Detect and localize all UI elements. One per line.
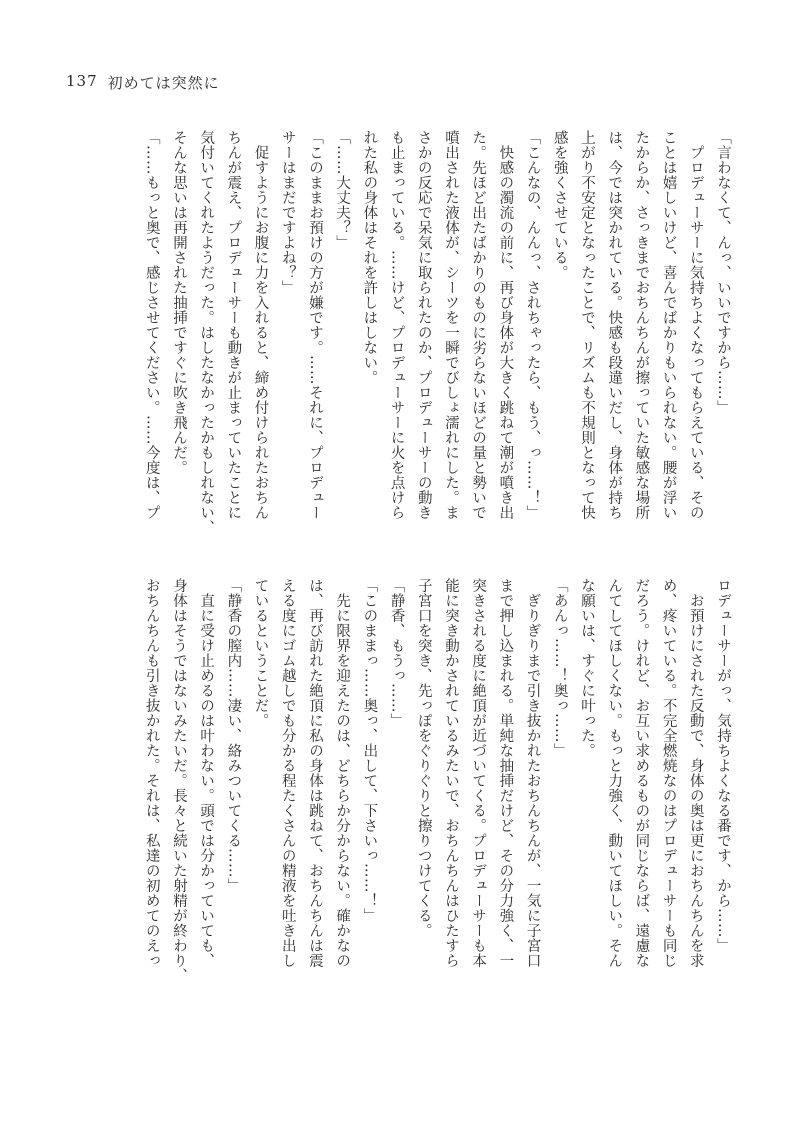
text-line: れた私の身体はそれを許しはしない。	[361, 130, 378, 385]
text-line: 身体はそうではないみたいだ。長々と続いた射精が終わり、	[170, 578, 187, 983]
text-line: 子宮口を突き、先っぽをぐりぐりと擦りつけてくる。	[415, 578, 432, 938]
text-line: 「……大丈夫？」	[334, 130, 351, 250]
text-line: ているということだ。	[252, 578, 269, 728]
text-line: ロデューサーがっ、気持ちよくなる番です、から……」	[715, 578, 731, 953]
text-line: 気付いてくれたようだった。はしたなかったかもしれない、	[198, 130, 215, 535]
text-line: だろう。けれど、お互い求めるものが同じならば、遠慮な	[633, 578, 650, 968]
text-line: 上がり不安定となったことで、リズムも不規則となって快	[578, 130, 595, 520]
text-line: ことは嬉しいけど、喜んでばかりもいられない。腰が浮い	[660, 130, 677, 520]
text-line: 突きされる度に絶頂が近づいてくる。プロデューサーも本	[470, 578, 487, 968]
text-line: も止まっている。……けど、プロデューサーに火を点けら	[388, 130, 405, 520]
text-line: ぎりぎりまで引き抜かれたおちんちんが、一気に子宮口	[524, 578, 541, 968]
text-block-top	[138, 130, 736, 535]
text-line: サーはまだですよね？」	[279, 130, 296, 295]
text-line: 「言わなくて、んっ、いいですから……」	[715, 130, 731, 415]
text-line: な願いは、すぐに叶った。	[578, 578, 595, 758]
text-line: える度にゴム越しでも分かる程たくさんの精液を吐き出し	[279, 578, 296, 968]
text-line: た。先ほど出たばかりのものに劣らないほどの量と勢いで	[470, 130, 487, 520]
text-line: 「静香、もうっ……」	[388, 578, 405, 728]
text-line: 「あんっ……！奥っ……」	[551, 578, 568, 758]
text-line: 能に突き動かされているみたいで、おちんちんはひたすら	[442, 578, 459, 968]
text-line: は、今では突かれている。快感も段違いだし、身体が持ち	[606, 130, 623, 520]
text-block-bottom	[138, 578, 736, 988]
text-line: たからか、さっきまでおちんちんが擦っていた敏感な場所	[633, 130, 650, 520]
text-line: 直に受け止めるのは叶わない。頭では分かっていても、	[198, 578, 215, 968]
text-line: 噴出された液体が、シーツを一瞬でびしょ濡れにした。ま	[442, 130, 459, 520]
running-header	[66, 72, 220, 93]
text-line: 先に限界を迎えたのは、どちらか分からない。確かなの	[334, 578, 351, 968]
text-line: 「このままお預けの方が嫌です。……それに、プロデュー	[306, 130, 323, 520]
text-line: 「このままっ……奥っ、出して、下さいっ……！」	[361, 578, 378, 923]
text-line: お預けにされた反動で、身体の奥は更におちんちんを求	[687, 578, 704, 968]
text-line: 「こんなの、んんっ、されちゃったら、もう、っ……！」	[524, 130, 541, 520]
text-line: め、疼いている。不完全燃焼なのはプロデューサーも同じ	[660, 578, 677, 968]
text-line: 感を強くさせている。	[551, 130, 568, 280]
text-line: は、再び訪れた絶頂に私の身体は跳ねて、おちんちんは震	[306, 578, 323, 968]
text-line: プロデューサーに気持ちよくなってもらえている、その	[687, 130, 704, 520]
text-line: そんな思いは再開された抽挿ですぐに吹き飛んだ。	[170, 130, 187, 475]
text-line: さかの反応で呆気に取られたのか、プロデューサーの動き	[415, 130, 432, 520]
text-line: まで押し込まれる。単純な抽挿だけど、その分力強く、一	[497, 578, 514, 968]
chapter-title: 初めては突然に	[107, 74, 220, 92]
text-line: 「静香の膣内……凄い、絡みついてくる……」	[225, 578, 242, 893]
text-line: んてしてほしくない。もっと力強く、動いてほしい。そん	[606, 578, 623, 968]
text-line: 「……もっと奥で、感じさせてください。……今度は、プ	[143, 130, 160, 520]
text-line: 快感の濁流の前に、再び身体が大きく跳ねて潮が噴き出	[497, 130, 514, 520]
text-line: ちんが震え、プロデューサーも動きが止まっていたことに	[225, 130, 242, 520]
text-line: おちんちんも引き抜かれた。それは、私達の初めてのえっ	[143, 578, 160, 968]
page-number: 137	[66, 72, 98, 90]
text-line: 促すようにお腹に力を入れると、締め付けられたおちん	[252, 130, 269, 520]
